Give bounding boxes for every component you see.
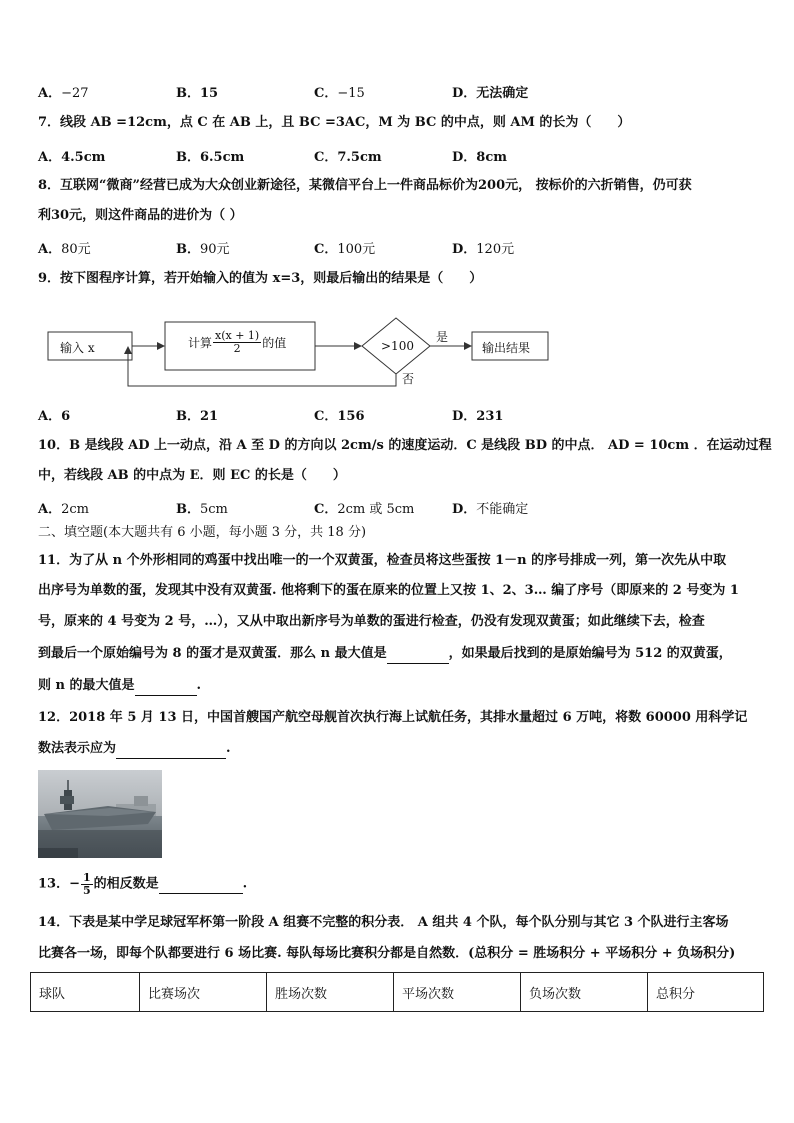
q10-option-b: B．5cm bbox=[176, 502, 228, 517]
q14-line1: 14．下表是某中学足球冠军杯第一阶段 A 组赛不完整的积分表． A 组共 4 个队，每个队分别与其它 3 个队进行主客场 bbox=[38, 915, 729, 930]
header-team: 球队 bbox=[31, 973, 140, 1012]
q7-option-a: A．4.5cm bbox=[38, 150, 106, 165]
q10-option-c: C．2cm 或 5cm bbox=[314, 502, 415, 517]
aircraft-carrier-image bbox=[38, 770, 162, 858]
q6-option-d: D．无法确定 bbox=[452, 86, 529, 101]
flow-input-label: 输入 x bbox=[60, 341, 95, 355]
q8-option-c: C．100元 bbox=[314, 242, 376, 257]
q10-option-d: D．不能确定 bbox=[452, 502, 529, 517]
q6-option-b: B．15 bbox=[176, 86, 219, 101]
q9-options bbox=[38, 405, 738, 423]
q12-blank[interactable] bbox=[116, 740, 226, 759]
q11-line1: 11．为了从 n 个外形相同的鸡蛋中找出唯一的一个双黄蛋，检查员将这些蛋按 1－n 的序号排成一列，第一次先从中取 bbox=[38, 553, 727, 568]
q9-option-d: D．231 bbox=[452, 409, 504, 424]
q13-stem: 13．− $\frac{1}{5}$ 的相反数是 . bbox=[38, 871, 248, 897]
q10-stem-line1: 10．B 是线段 AD 上一动点，沿 A 至 D 的方向以 2cm/s 的速度运动．C 是线段 BD 的中点． AD = 10cm ．在运动过程 bbox=[38, 438, 772, 453]
q11-line5: 则 n 的最大值是 . bbox=[38, 677, 201, 696]
q12-line1: 12．2018 年 5 月 13 日，中国首艘国产航空母舰首次执行海上试航任务，其排水量超过 6 万吨，将数 60000 用科学记 bbox=[38, 710, 748, 725]
q8-stem-line1: 8．互联网“微商”经营已成为大众创业新途径，某微信平台上一件商品标价为200元， 按标价的六折销售，仍可获 bbox=[38, 178, 692, 193]
q6-option-a: A．−27 bbox=[38, 86, 89, 101]
q6-option-c: C．−15 bbox=[314, 86, 365, 101]
q7-option-b: B．6.5cm bbox=[176, 150, 245, 165]
q13-fraction: $\frac{1}{5}$ bbox=[83, 871, 91, 897]
section-heading: 二、填空题(本大题共有 6 小题，每小题 3 分，共 18 分) bbox=[38, 525, 367, 540]
q12-line2: 数法表示应为 . bbox=[38, 740, 231, 759]
q8-stem-line2: 利30元，则这件商品的进价为（ ） bbox=[38, 208, 243, 223]
q10-stem-line2: 中，若线段 AB 的中点为 E．则 EC 的长是（ ） bbox=[38, 468, 346, 483]
q13-blank[interactable] bbox=[159, 875, 243, 894]
q10-options bbox=[38, 498, 738, 516]
flow-yes-label: 是 bbox=[436, 330, 449, 344]
aircraft-carrier-photo bbox=[38, 770, 162, 858]
q8-option-d: D．120元 bbox=[452, 242, 515, 257]
flow-condition-label: >100 bbox=[381, 339, 414, 353]
q7-option-d: D．8cm bbox=[452, 150, 507, 165]
header-matches: 比赛场次 bbox=[140, 973, 267, 1012]
q7-option-c: C．7.5cm bbox=[314, 150, 382, 165]
header-losses: 负场次数 bbox=[521, 973, 648, 1012]
q11-line3: 号，原来的 4 号变为 2 号，…），又从中取出新序号为单数的蛋进行检查，仍没有发现双黄蛋；如此继续下去，检查 bbox=[38, 614, 705, 629]
q11-blank-2[interactable] bbox=[135, 677, 197, 696]
q8-options bbox=[38, 238, 738, 256]
q10-option-a: A．2cm bbox=[38, 502, 89, 517]
header-draws: 平场次数 bbox=[394, 973, 521, 1012]
q14-line2: 比赛各一场，即每个队都要进行 6 场比赛. 每队每场比赛积分都是自然数．(总积分 = 胜场积分 + 平场积分 + 负场积分) bbox=[38, 946, 736, 961]
q8-option-b: B．90元 bbox=[176, 242, 230, 257]
header-total-points: 总积分 bbox=[648, 973, 764, 1012]
q9-option-a: A．6 bbox=[38, 409, 71, 424]
q11-line2: 出序号为单数的蛋，发现其中没有双黄蛋. 他将剩下的蛋在原来的位置上又按 1、2、3… 编了序号（即原来的 2 号变为 1 bbox=[38, 583, 739, 598]
score-table bbox=[30, 972, 764, 1012]
q9-option-b: B．21 bbox=[176, 409, 219, 424]
flow-compute-label: 计算 $\frac{x(x + 1)}{2}$ 的值 bbox=[188, 329, 287, 355]
q11-line4: 到最后一个原始编号为 8 的蛋才是双黄蛋．那么 n 最大值是 ，如果最后找到的是原始编号为 512 的双黄蛋， bbox=[38, 645, 732, 664]
q9-stem: 9．按下图程序计算，若开始输入的值为 x=3，则最后输出的结果是（ ） bbox=[38, 271, 483, 286]
q11-blank-1[interactable] bbox=[387, 645, 449, 664]
flow-output-label: 输出结果 bbox=[482, 341, 531, 355]
q8-option-a: A．80元 bbox=[38, 242, 91, 257]
flowchart bbox=[40, 312, 560, 392]
flow-no-label: 否 bbox=[402, 372, 415, 386]
q7-options bbox=[38, 146, 738, 164]
q7-stem: 7．线段 AB =12cm，点 C 在 AB 上，且 BC =3AC，M 为 BC 的中点，则 AM 的长为（ ） bbox=[38, 115, 631, 130]
header-wins: 胜场次数 bbox=[267, 973, 394, 1012]
q6-options bbox=[38, 82, 738, 100]
score-table-header-row bbox=[31, 973, 764, 1012]
q9-option-c: C．156 bbox=[314, 409, 365, 424]
